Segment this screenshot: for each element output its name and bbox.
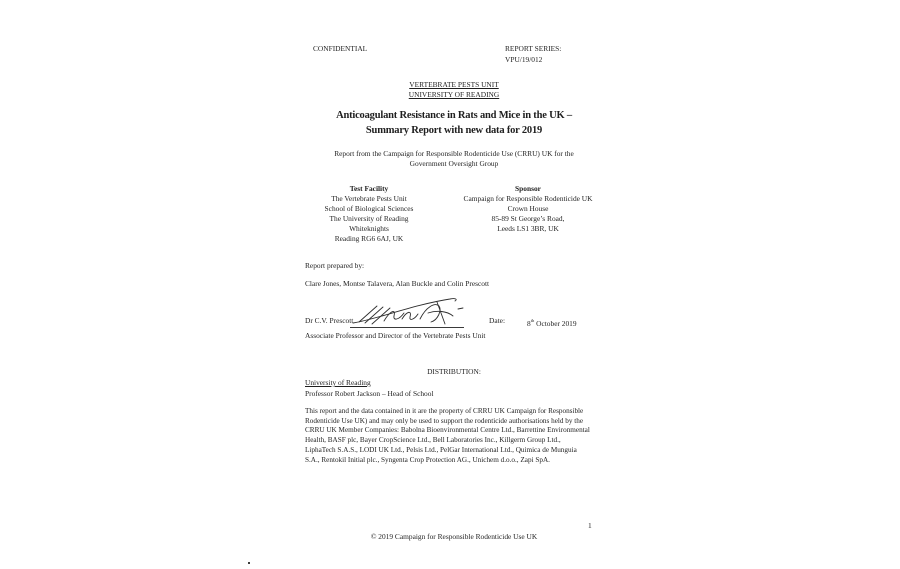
- report-series-label: REPORT SERIES:: [505, 44, 562, 53]
- signatory-role: Associate Professor and Director of the Vertebrate Pests Unit: [305, 331, 486, 340]
- authors-line: Clare Jones, Montse Talavera, Alan Buckle and Colin Prescott: [305, 279, 490, 288]
- notice-line: CRRU UK Member Companies: Babolna Bioenvironmental Centre Ltd., Barrettine Environmental: [305, 426, 590, 435]
- unit-name-line: [304, 80, 604, 90]
- sponsor-block: [450, 184, 606, 234]
- notice-line: This report and the data contained in it are the property of CRRU UK Campaign for Responsible: [305, 407, 584, 415]
- sponsor-heading: Sponsor: [515, 184, 541, 193]
- test-facility-block: [304, 184, 434, 243]
- report-series-value: VPU/19/012: [505, 54, 543, 64]
- test-facility-line: Whiteknights: [349, 223, 389, 233]
- sponsor-line: 85-89 St George’s Road,: [491, 213, 565, 223]
- sponsor-line: Leeds LS1 3BR, UK: [497, 223, 559, 233]
- document-subtitle-line1: Report from the Campaign for Responsible Rodenticide Use (CRRU) UK for the: [334, 149, 574, 158]
- copyright-line: © 2019 Campaign for Responsible Rodenticide Use UK: [370, 532, 538, 541]
- document-subtitle: [289, 149, 619, 169]
- document-title-line1: Anticoagulant Resistance in Rats and Mice in the UK –: [336, 110, 572, 121]
- notice-line: Health, BASF plc, Bayer CropScience Ltd., Bell Laboratories Inc., Killgerm Group Ltd.,: [305, 436, 561, 445]
- distribution-person: Professor Robert Jackson – Head of School: [305, 389, 434, 398]
- date-value: [527, 316, 577, 329]
- unit-name-text: VERTEBRATE PESTS UNIT: [409, 80, 499, 89]
- report-series-block: [505, 44, 561, 65]
- date-label: Date:: [489, 316, 506, 325]
- test-facility-line: Reading RG6 6AJ, UK: [334, 233, 404, 243]
- signatory-name: Dr C.V. Prescott: [305, 316, 354, 325]
- property-notice: [305, 407, 607, 465]
- test-facility-line: School of Biological Sciences: [324, 203, 414, 213]
- notice-line: LiphaTech S.A.S., LODI UK Ltd., Pelsis Ltd., PelGar International Ltd., Quimica de Munguia: [305, 445, 577, 454]
- university-name-text: UNIVERSITY OF READING: [408, 89, 500, 99]
- test-facility-line: The Vertebrate Pests Unit: [331, 193, 407, 203]
- document-title-line2: Summary Report with new data for 2019: [365, 125, 543, 136]
- date-ordinal: th: [530, 318, 535, 323]
- prepared-by-label: Report prepared by:: [305, 261, 365, 270]
- distribution-heading: DISTRIBUTION:: [427, 367, 481, 376]
- test-facility-heading: Test Facility: [349, 184, 389, 193]
- signature-area: [350, 296, 464, 328]
- sponsor-line: Crown House: [507, 203, 549, 213]
- signature-scribble-icon: [350, 296, 464, 326]
- distribution-organisation: University of Reading: [305, 378, 371, 387]
- notice-line: S.A., Rentokil Initial plc., Syngenta Crop Protection AG., Unichem d.o.o., Zapi SpA.: [305, 455, 550, 464]
- test-facility-line: The University of Reading: [329, 213, 409, 223]
- date-day: 8: [527, 319, 531, 328]
- university-name-line: [304, 90, 604, 100]
- document-title: [289, 108, 619, 138]
- unit-header: [304, 80, 604, 99]
- document-subtitle-line2: Government Oversight Group: [409, 158, 499, 168]
- page-number: 1: [588, 521, 592, 530]
- stray-mark: [248, 562, 250, 564]
- notice-line: Rodenticide Use UK) and may only be used to support the rodenticide authorisations held by the: [305, 416, 584, 425]
- date-month-year: October 2019: [534, 319, 577, 328]
- sponsor-line: Campaign for Responsible Rodenticide UK: [463, 193, 593, 203]
- confidential-label: CONFIDENTIAL: [313, 44, 368, 53]
